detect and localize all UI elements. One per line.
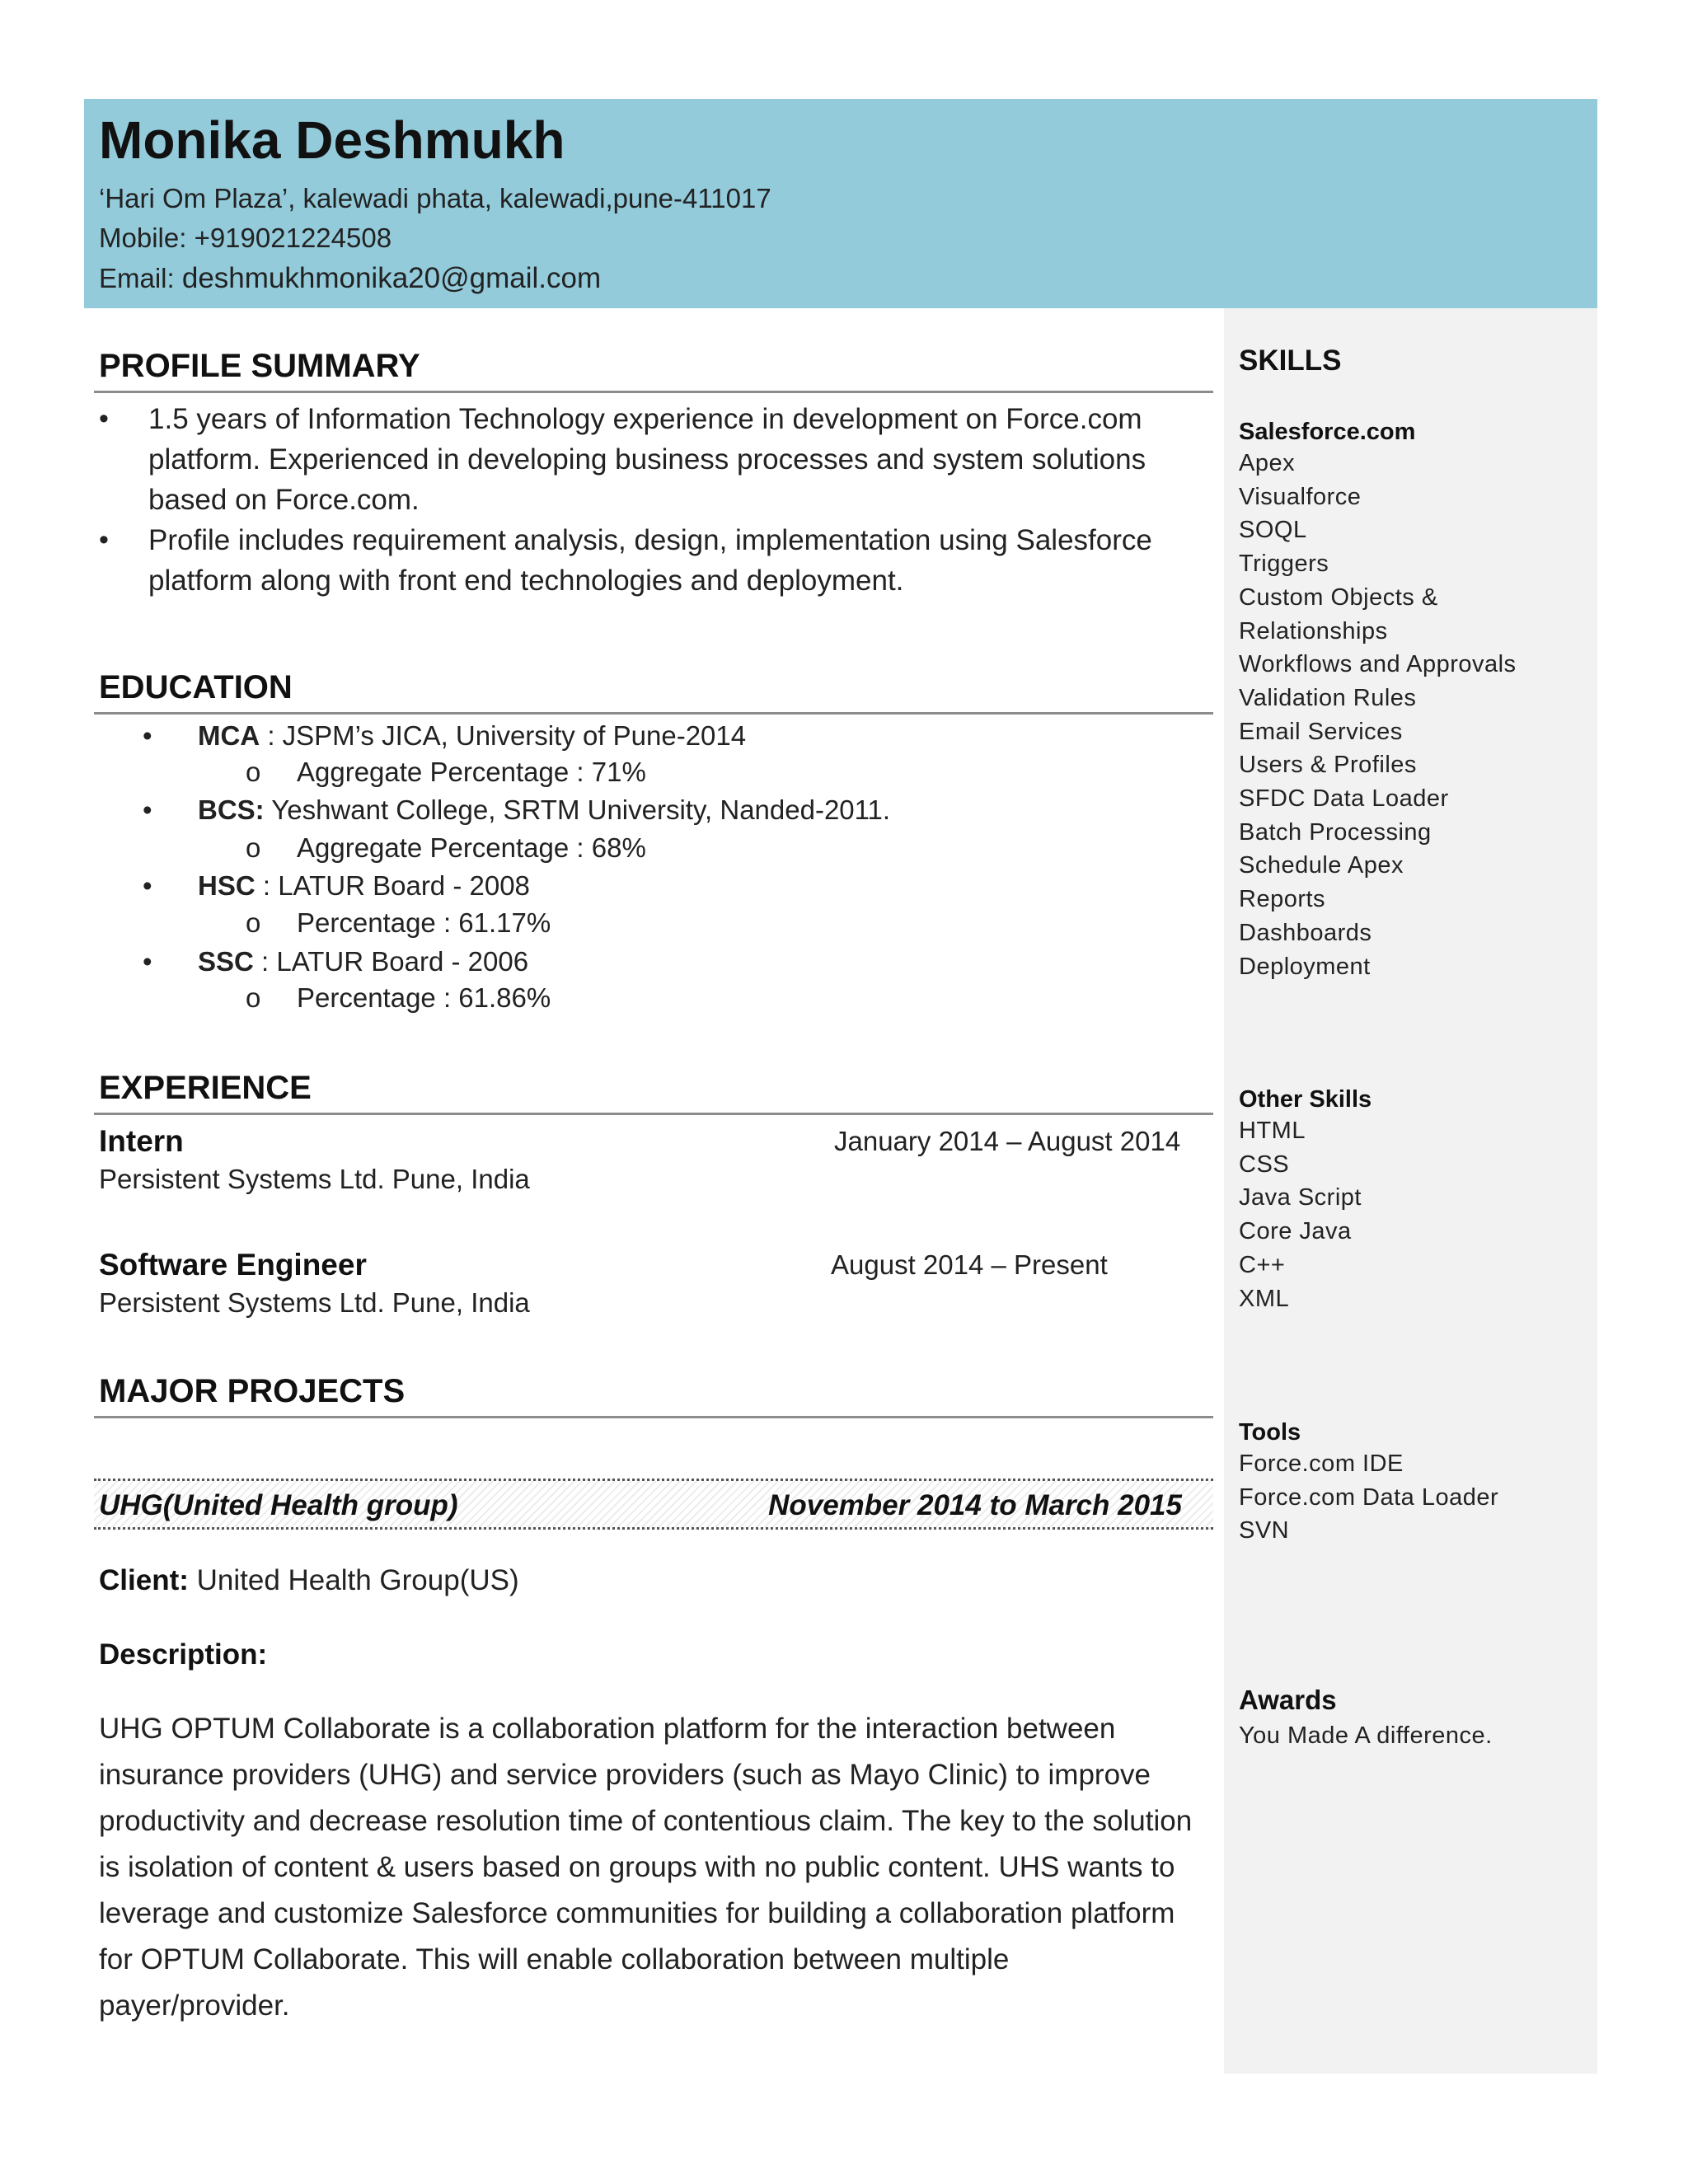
percentage-text: Percentage : 61.17%: [297, 907, 551, 938]
profile-summary-list: [99, 399, 1203, 601]
other-skills-list: [1239, 1114, 1362, 1315]
skill-item: CSS: [1239, 1151, 1290, 1178]
degree-name: SSC: [198, 946, 254, 977]
section-divider: [94, 1113, 1213, 1115]
degree-name: HSC: [198, 870, 256, 901]
candidate-name: Monika Deshmukh: [99, 110, 565, 170]
project-description: UHG OPTUM Collaborate is a collaboration platform for the interaction between insurance providers (UHG) and service providers (such as Mayo Clinic) to improve productivity and decrease resolution time of contentious claim. The key to the solution is isolation of content & users based on groups with no public content. UHS wants to leverage and customize Salesforce communities for building a collaboration platform for OPTUM Collaborate. This will enable collaboration between multiple payer/provider.: [99, 1713, 1193, 2022]
award-item: You Made A difference.: [1239, 1722, 1493, 1749]
mobile-number: +919021224508: [194, 223, 392, 253]
project-dates: November 2014 to March 2015: [768, 1489, 1182, 1521]
profile-summary-title: PROFILE SUMMARY: [99, 348, 420, 384]
job-company: Persistent Systems Ltd. Pune, India: [99, 1287, 530, 1318]
skills-sidebar: [1224, 308, 1597, 2074]
skill-item: Java Script: [1239, 1184, 1362, 1212]
education-subitem: [246, 834, 646, 861]
tool-item: SVN: [1239, 1517, 1290, 1544]
email-label: Email:: [99, 263, 175, 293]
job-dates: August 2014 – Present: [831, 1249, 1108, 1280]
percentage-text: Aggregate Percentage : 71%: [297, 757, 646, 787]
skill-item: Apex: [1239, 450, 1296, 476]
email-line: [99, 264, 601, 293]
mobile-label: Mobile:: [99, 223, 187, 253]
skill-item: Batch Processing: [1239, 818, 1432, 846]
skill-item: SFDC Data Loader: [1239, 785, 1449, 813]
awards-heading: Awards: [1239, 1685, 1337, 1715]
tool-item: Force.com Data Loader: [1239, 1483, 1499, 1511]
skill-item: Schedule Apex: [1239, 852, 1404, 879]
profile-item: • Profile includes requirement analysis, design, implementation using Salesforce platform along with front end technologies and deployment.: [99, 520, 1203, 601]
degree-name: BCS:: [198, 794, 265, 825]
skill-item: Email Services: [1239, 718, 1403, 745]
job-company: Persistent Systems Ltd. Pune, India: [99, 1164, 530, 1194]
header-band: [84, 99, 1597, 308]
degree-detail: : JSPM’s JICA, University of Pune-2014: [260, 720, 747, 751]
tool-item: Force.com IDE: [1239, 1451, 1404, 1477]
skill-item: Workflows and Approvals: [1239, 651, 1517, 678]
other-skills-heading: Other Skills: [1239, 1086, 1372, 1113]
skill-item: Reports: [1239, 886, 1326, 913]
skill-item: Dashboards: [1239, 919, 1372, 946]
skill-item: Validation Rules: [1239, 684, 1417, 711]
email-address[interactable]: deshmukhmonika20@gmail.com: [181, 262, 602, 294]
degree-detail: : LATUR Board - 2006: [253, 946, 529, 977]
skill-item: HTML: [1239, 1118, 1306, 1144]
degree-detail: Yeshwant College, SRTM University, Nanded-2011.: [264, 794, 891, 825]
salesforce-skills-heading: Salesforce.com: [1239, 419, 1416, 445]
skill-item: Core Java: [1239, 1218, 1352, 1245]
job-title: Software Engineer: [99, 1248, 367, 1282]
skill-item: C++: [1239, 1251, 1286, 1278]
salesforce-skills-list: [1239, 447, 1517, 983]
skill-item: Users & Profiles: [1239, 752, 1417, 779]
education-item: [147, 796, 890, 823]
skill-item: Triggers: [1239, 551, 1329, 578]
skill-item: Custom Objects &: [1239, 583, 1438, 611]
skill-item: XML: [1239, 1285, 1290, 1312]
tools-list: [1239, 1447, 1498, 1548]
profile-item: • 1.5 years of Information Technology experience in development on Force.com platform. Experienced in developing business processes and system solutions based on Force.com.: [99, 399, 1203, 520]
client-label: Client:: [99, 1564, 189, 1596]
major-projects-title: MAJOR PROJECTS: [99, 1373, 406, 1409]
education-title: EDUCATION: [99, 669, 293, 705]
project-name: UHG(United Health group): [99, 1489, 458, 1521]
client-line: [99, 1566, 519, 1595]
degree-name: MCA: [198, 720, 260, 751]
skill-item: Relationships: [1239, 617, 1388, 644]
description-label: Description:: [99, 1638, 268, 1671]
education-subitem: [246, 758, 646, 785]
skill-item: Deployment: [1239, 953, 1371, 980]
education-subitem: [246, 984, 551, 1011]
section-divider: [94, 1416, 1213, 1418]
skills-title: SKILLS: [1239, 344, 1342, 377]
education-subitem: [246, 909, 551, 936]
project-header-band: [94, 1479, 1213, 1530]
client-name: United Health Group(US): [196, 1564, 519, 1596]
experience-title: EXPERIENCE: [99, 1070, 312, 1106]
tools-heading: Tools: [1239, 1419, 1301, 1446]
education-item: [147, 872, 530, 899]
percentage-text: Percentage : 61.86%: [297, 982, 551, 1013]
section-divider: [94, 712, 1213, 715]
percentage-text: Aggregate Percentage : 68%: [297, 832, 646, 863]
job-dates: January 2014 – August 2014: [834, 1126, 1181, 1156]
address-line: ‘Hari Om Plaza’, kalewadi phata, kalewadi,pune-411017: [99, 183, 771, 213]
degree-detail: : LATUR Board - 2008: [255, 870, 530, 901]
section-divider: [94, 391, 1213, 393]
education-item: [147, 722, 746, 749]
skill-item: SOQL: [1239, 517, 1307, 544]
skill-item: Visualforce: [1239, 483, 1362, 510]
education-item: [147, 948, 528, 975]
mobile-line: [99, 224, 392, 251]
job-title: Intern: [99, 1124, 184, 1158]
